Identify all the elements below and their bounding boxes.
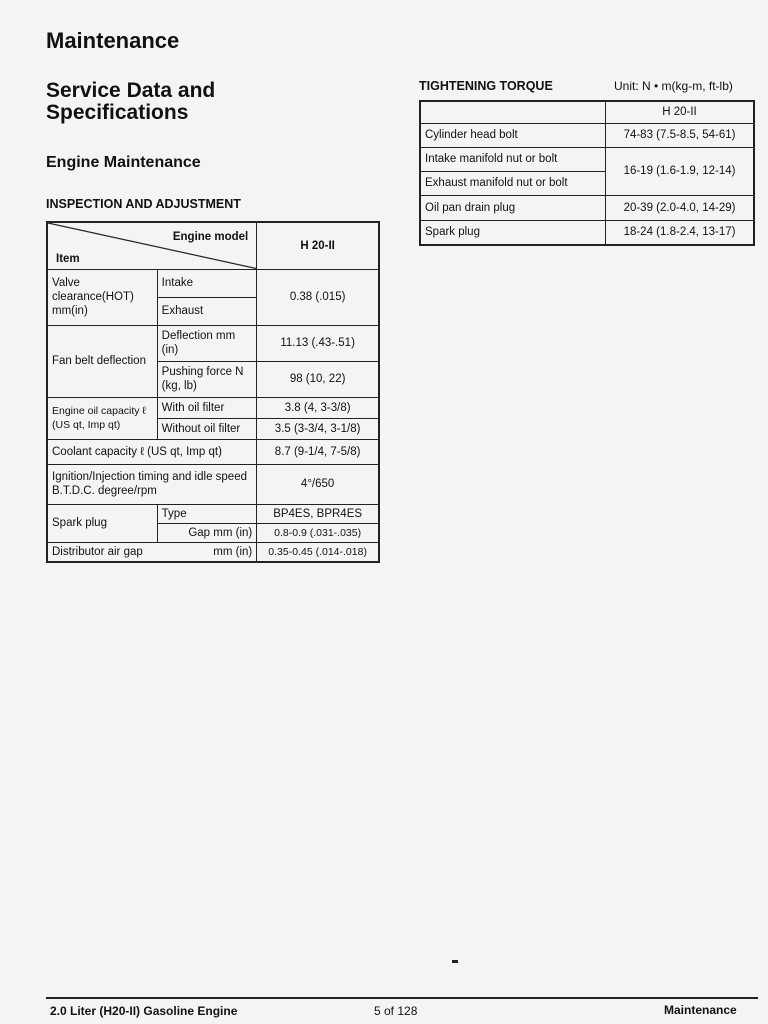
model-header: H 20-II (257, 222, 379, 269)
torque-value: 20-39 (2.0-4.0, 14-29) (606, 195, 755, 220)
coolant-capacity-value: 8.7 (9-1/4, 7-5/8) (257, 439, 379, 464)
fan-deflection-label: Deflection mm (in) (157, 325, 257, 361)
torque-value: 74-83 (7.5-8.5, 54-61) (606, 123, 755, 147)
page-mark (452, 960, 458, 963)
oil-without-filter-label: Without oil filter (157, 418, 257, 439)
distributor-air-gap-unit: mm (in) (213, 545, 253, 558)
page-title: Maintenance (46, 28, 180, 53)
torque-item: Oil pan drain plug (420, 195, 606, 220)
fan-belt-label: Fan belt deflection (47, 325, 157, 397)
fan-pushing-value: 98 (10, 22) (257, 361, 379, 397)
inspection-caption: INSPECTION AND ADJUSTMENT (46, 197, 241, 211)
torque-table (419, 100, 755, 246)
valve-exhaust-label: Exhaust (157, 297, 257, 325)
torque-item: Exhaust manifold nut or bolt (420, 171, 606, 195)
spark-type-value: BP4ES, BPR4ES (257, 504, 379, 523)
fan-pushing-label: Pushing force N (kg, lb) (157, 361, 257, 397)
torque-item: Intake manifold nut or bolt (420, 147, 606, 171)
oil-capacity-label: Engine oil capacity ℓ (US qt, Imp qt) (47, 397, 157, 439)
torque-value: 16-19 (1.6-1.9, 12-14) (606, 147, 755, 195)
torque-item: Cylinder head bolt (420, 123, 606, 147)
ignition-timing-value: 4°/650 (257, 464, 379, 504)
torque-model-header: H 20-II (606, 101, 755, 123)
spark-gap-value: 0.8-0.9 (.031-.035) (257, 523, 379, 542)
inspection-header-diagonal (47, 222, 257, 269)
spark-type-label: Type (157, 504, 257, 523)
valve-clearance-value: 0.38 (.015) (257, 269, 379, 325)
spark-plug-label: Spark plug (47, 504, 157, 542)
coolant-capacity-label: Coolant capacity ℓ (US qt, Imp qt) (47, 439, 257, 464)
torque-unit: Unit: N • m(kg-m, ft-lb) (614, 79, 733, 93)
inspection-table (46, 221, 380, 563)
valve-clearance-label: Valve clearance(HOT) mm(in) (47, 269, 157, 325)
footer-document-title: 2.0 Liter (H20-II) Gasoline Engine (50, 1004, 238, 1018)
torque-caption: TIGHTENING TORQUE (419, 79, 553, 93)
torque-header-blank (420, 101, 606, 123)
torque-value: 18-24 (1.8-2.4, 13-17) (606, 220, 755, 245)
torque-item: Spark plug (420, 220, 606, 245)
distributor-air-gap-label (47, 542, 257, 562)
oil-without-filter-value: 3.5 (3-3/4, 3-1/8) (257, 418, 379, 439)
oil-with-filter-value: 3.8 (4, 3-3/8) (257, 397, 379, 418)
footer-section: Maintenance (664, 1003, 737, 1017)
oil-with-filter-label: With oil filter (157, 397, 257, 418)
section-heading: Engine Maintenance (46, 154, 201, 171)
footer-divider (46, 997, 758, 999)
distributor-air-gap-text: Distributor air gap (52, 545, 143, 558)
ignition-timing-label: Ignition/Injection timing and idle speed B.T.D.C. degree/rpm (47, 464, 257, 504)
item-header: Item (56, 252, 80, 265)
page-subtitle: Service Data and Specifications (46, 79, 216, 124)
distributor-air-gap-value: 0.35-0.45 (.014-.018) (257, 542, 379, 562)
engine-model-header: Engine model (172, 231, 249, 243)
footer-page-number: 5 of 128 (374, 1004, 418, 1018)
fan-deflection-value: 11.13 (.43-.51) (257, 325, 379, 361)
spark-gap-label: Gap mm (in) (157, 523, 257, 542)
valve-intake-label: Intake (157, 269, 257, 297)
